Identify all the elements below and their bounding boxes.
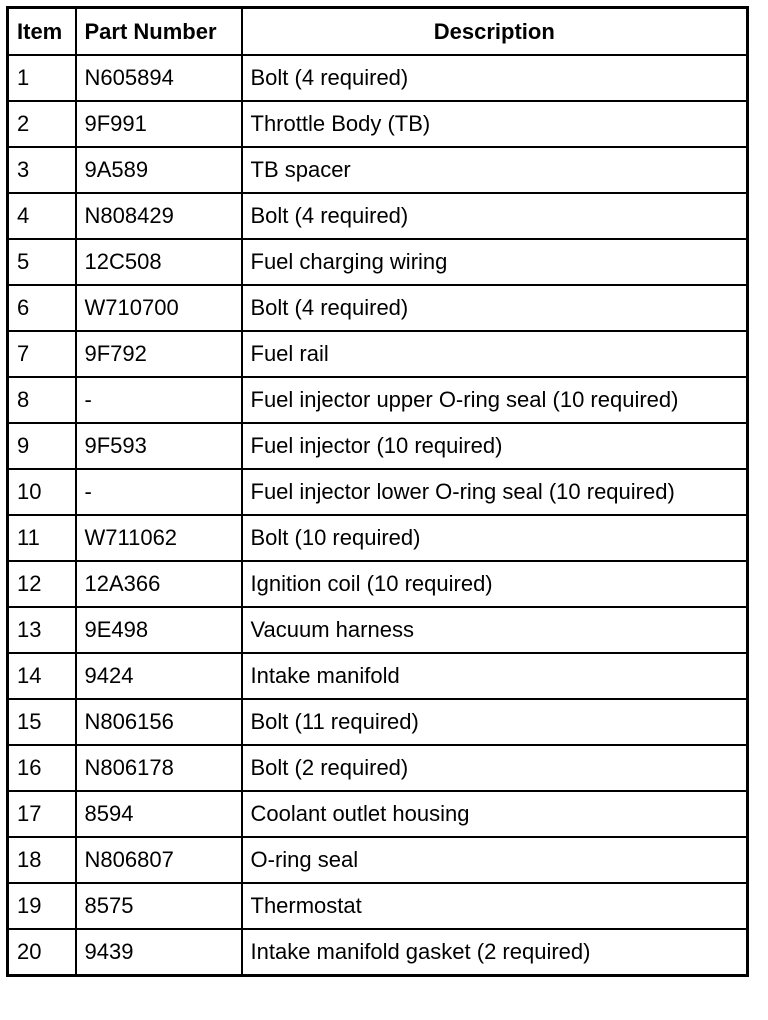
cell-item: 6 xyxy=(8,285,76,331)
table-row xyxy=(8,423,748,469)
cell-item: 17 xyxy=(8,791,76,837)
cell-item: 4 xyxy=(8,193,76,239)
cell-description: TB spacer xyxy=(242,147,748,193)
table-body xyxy=(8,55,748,976)
cell-item: 9 xyxy=(8,423,76,469)
table-row xyxy=(8,745,748,791)
cell-part-number: 8575 xyxy=(76,883,242,929)
cell-part-number: N806178 xyxy=(76,745,242,791)
cell-item: 16 xyxy=(8,745,76,791)
cell-description: Fuel injector (10 required) xyxy=(242,423,748,469)
cell-part-number: - xyxy=(76,469,242,515)
cell-description: Thermostat xyxy=(242,883,748,929)
cell-description: Fuel charging wiring xyxy=(242,239,748,285)
cell-part-number: N806807 xyxy=(76,837,242,883)
cell-item: 5 xyxy=(8,239,76,285)
cell-part-number: N806156 xyxy=(76,699,242,745)
cell-item: 1 xyxy=(8,55,76,101)
cell-item: 2 xyxy=(8,101,76,147)
cell-part-number: 9424 xyxy=(76,653,242,699)
header-item: Item xyxy=(8,8,76,56)
cell-part-number: W710700 xyxy=(76,285,242,331)
cell-part-number: 12A366 xyxy=(76,561,242,607)
header-description: Description xyxy=(242,8,748,56)
cell-item: 20 xyxy=(8,929,76,976)
table-row xyxy=(8,55,748,101)
cell-item: 14 xyxy=(8,653,76,699)
table-row xyxy=(8,653,748,699)
cell-description: Bolt (4 required) xyxy=(242,285,748,331)
table-row xyxy=(8,193,748,239)
cell-description: Bolt (11 required) xyxy=(242,699,748,745)
header-part-number: Part Number xyxy=(76,8,242,56)
cell-item: 7 xyxy=(8,331,76,377)
table-row xyxy=(8,699,748,745)
table-row xyxy=(8,515,748,561)
cell-item: 8 xyxy=(8,377,76,423)
cell-description: Fuel rail xyxy=(242,331,748,377)
cell-part-number: 9439 xyxy=(76,929,242,976)
table-header-row xyxy=(8,8,748,56)
cell-description: O-ring seal xyxy=(242,837,748,883)
table-row xyxy=(8,147,748,193)
table-row xyxy=(8,331,748,377)
table-row xyxy=(8,837,748,883)
parts-table xyxy=(6,6,749,977)
table-row xyxy=(8,883,748,929)
cell-item: 10 xyxy=(8,469,76,515)
cell-description: Bolt (4 required) xyxy=(242,193,748,239)
cell-description: Fuel injector upper O-ring seal (10 required) xyxy=(242,377,748,423)
cell-part-number: 9E498 xyxy=(76,607,242,653)
table-row xyxy=(8,377,748,423)
cell-description: Bolt (4 required) xyxy=(242,55,748,101)
cell-description: Coolant outlet housing xyxy=(242,791,748,837)
cell-part-number: N605894 xyxy=(76,55,242,101)
table-row xyxy=(8,239,748,285)
table-row xyxy=(8,791,748,837)
table-row xyxy=(8,929,748,976)
cell-item: 12 xyxy=(8,561,76,607)
cell-description: Vacuum harness xyxy=(242,607,748,653)
cell-item: 15 xyxy=(8,699,76,745)
cell-description: Fuel injector lower O-ring seal (10 required) xyxy=(242,469,748,515)
table-row xyxy=(8,561,748,607)
cell-description: Bolt (10 required) xyxy=(242,515,748,561)
cell-part-number: N808429 xyxy=(76,193,242,239)
cell-item: 18 xyxy=(8,837,76,883)
cell-part-number: W711062 xyxy=(76,515,242,561)
cell-part-number: - xyxy=(76,377,242,423)
cell-description: Intake manifold gasket (2 required) xyxy=(242,929,748,976)
cell-item: 19 xyxy=(8,883,76,929)
cell-item: 13 xyxy=(8,607,76,653)
cell-part-number: 9F593 xyxy=(76,423,242,469)
table-row xyxy=(8,469,748,515)
cell-part-number: 8594 xyxy=(76,791,242,837)
cell-description: Bolt (2 required) xyxy=(242,745,748,791)
table-row xyxy=(8,285,748,331)
cell-part-number: 9A589 xyxy=(76,147,242,193)
cell-description: Ignition coil (10 required) xyxy=(242,561,748,607)
table-row xyxy=(8,101,748,147)
cell-item: 3 xyxy=(8,147,76,193)
table-row xyxy=(8,607,748,653)
cell-part-number: 9F792 xyxy=(76,331,242,377)
cell-item: 11 xyxy=(8,515,76,561)
cell-description: Throttle Body (TB) xyxy=(242,101,748,147)
cell-part-number: 12C508 xyxy=(76,239,242,285)
cell-part-number: 9F991 xyxy=(76,101,242,147)
cell-description: Intake manifold xyxy=(242,653,748,699)
